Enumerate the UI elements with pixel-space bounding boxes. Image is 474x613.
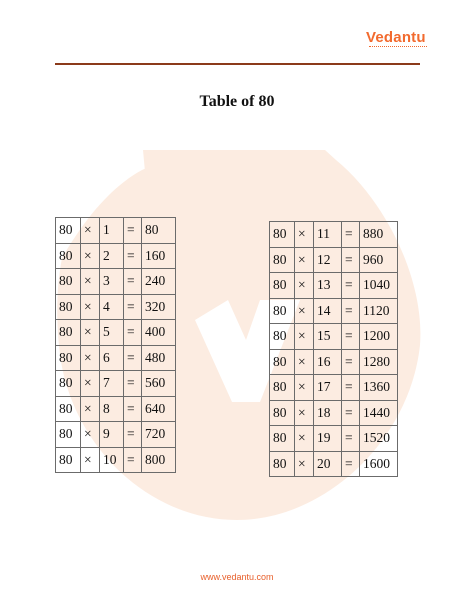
times-sign-cell: × [295,247,314,273]
table-row [56,396,176,422]
product-cell: 1040 [360,273,398,299]
equals-sign-cell: = [124,371,142,397]
multiplier-cell: 19 [314,426,342,452]
multiplier-cell: 7 [100,371,124,397]
product-cell: 880 [360,222,398,248]
product-cell: 240 [142,269,176,295]
multiplier-cell: 8 [100,396,124,422]
product-cell: 480 [142,345,176,371]
equals-sign-cell: = [124,447,142,473]
multiplicand-cell: 80 [56,269,81,295]
footer-url: www.vedantu.com [200,572,274,582]
times-sign-cell: × [295,349,314,375]
times-sign-cell: × [295,426,314,452]
equals-sign-cell: = [342,273,360,299]
equals-sign-cell: = [342,375,360,401]
table-row [56,269,176,295]
table-row [56,320,176,346]
equals-sign-cell: = [342,324,360,350]
times-sign-cell: × [81,218,100,244]
table-row [56,371,176,397]
multiplicand-cell: 80 [270,349,295,375]
equals-sign-cell: = [342,400,360,426]
multiplier-cell: 5 [100,320,124,346]
equals-sign-cell: = [342,298,360,324]
equals-sign-cell: = [342,426,360,452]
multiplicand-cell: 80 [270,273,295,299]
table-row [56,447,176,473]
equals-sign-cell: = [124,294,142,320]
multiplicand-cell: 80 [56,371,81,397]
equals-sign-cell: = [124,422,142,448]
table-row [270,298,398,324]
equals-sign-cell: = [124,218,142,244]
times-sign-cell: × [81,396,100,422]
multiplier-cell: 11 [314,222,342,248]
equals-sign-cell: = [124,320,142,346]
times-sign-cell: × [81,269,100,295]
multiplicand-cell: 80 [270,400,295,426]
multiplier-cell: 9 [100,422,124,448]
multiplicand-cell: 80 [56,243,81,269]
multiplier-cell: 15 [314,324,342,350]
table-row [56,422,176,448]
product-cell: 800 [142,447,176,473]
times-sign-cell: × [295,273,314,299]
product-cell: 1280 [360,349,398,375]
equals-sign-cell: = [124,345,142,371]
product-cell: 1600 [360,451,398,477]
page-title: Table of 80 [199,93,275,110]
multiplicand-cell: 80 [270,298,295,324]
times-sign-cell: × [81,345,100,371]
product-cell: 960 [360,247,398,273]
multiplier-cell: 17 [314,375,342,401]
table-row [56,243,176,269]
table-row [270,451,398,477]
multiplication-table-right [269,221,398,477]
product-cell: 640 [142,396,176,422]
multiplier-cell: 16 [314,349,342,375]
equals-sign-cell: = [342,247,360,273]
product-cell: 1200 [360,324,398,350]
product-cell: 720 [142,422,176,448]
table-row [270,400,398,426]
multiplicand-cell: 80 [56,345,81,371]
multiplier-cell: 4 [100,294,124,320]
multiplicand-cell: 80 [56,294,81,320]
table-row [270,324,398,350]
product-cell: 1520 [360,426,398,452]
product-cell: 1440 [360,400,398,426]
multiplier-cell: 1 [100,218,124,244]
multiplicand-cell: 80 [270,247,295,273]
equals-sign-cell: = [124,269,142,295]
times-sign-cell: × [295,400,314,426]
table-row [56,345,176,371]
table-row [270,222,398,248]
times-sign-cell: × [295,324,314,350]
equals-sign-cell: = [342,222,360,248]
product-cell: 560 [142,371,176,397]
table-row [270,247,398,273]
multiplier-cell: 2 [100,243,124,269]
multiplier-cell: 6 [100,345,124,371]
times-sign-cell: × [295,298,314,324]
multiplicand-cell: 80 [270,451,295,477]
times-sign-cell: × [295,375,314,401]
table-row [270,426,398,452]
times-sign-cell: × [81,447,100,473]
equals-sign-cell: = [342,349,360,375]
multiplicand-cell: 80 [56,218,81,244]
table-row [270,273,398,299]
header-rule [55,63,420,65]
equals-sign-cell: = [124,243,142,269]
multiplicand-cell: 80 [56,422,81,448]
product-cell: 320 [142,294,176,320]
table-row [56,294,176,320]
multiplier-cell: 18 [314,400,342,426]
times-sign-cell: × [81,243,100,269]
times-sign-cell: × [81,294,100,320]
logo-text: Vedantu [366,29,426,46]
multiplicand-cell: 80 [270,222,295,248]
multiplier-cell: 10 [100,447,124,473]
multiplicand-cell: 80 [270,375,295,401]
vedantu-logo [366,30,428,50]
product-cell: 1360 [360,375,398,401]
times-sign-cell: × [81,371,100,397]
product-cell: 1120 [360,298,398,324]
product-cell: 80 [142,218,176,244]
logo-underline [369,46,427,48]
table-row [270,375,398,401]
equals-sign-cell: = [124,396,142,422]
multiplier-cell: 20 [314,451,342,477]
times-sign-cell: × [81,422,100,448]
multiplier-cell: 14 [314,298,342,324]
multiplicand-cell: 80 [56,447,81,473]
multiplicand-cell: 80 [270,324,295,350]
product-cell: 400 [142,320,176,346]
equals-sign-cell: = [342,451,360,477]
table-row [56,218,176,244]
multiplier-cell: 13 [314,273,342,299]
times-sign-cell: × [81,320,100,346]
multiplicand-cell: 80 [270,426,295,452]
multiplicand-cell: 80 [56,396,81,422]
multiplicand-cell: 80 [56,320,81,346]
multiplication-table-left [55,217,176,473]
times-sign-cell: × [295,222,314,248]
multiplier-cell: 12 [314,247,342,273]
times-sign-cell: × [295,451,314,477]
product-cell: 160 [142,243,176,269]
table-row [270,349,398,375]
multiplier-cell: 3 [100,269,124,295]
